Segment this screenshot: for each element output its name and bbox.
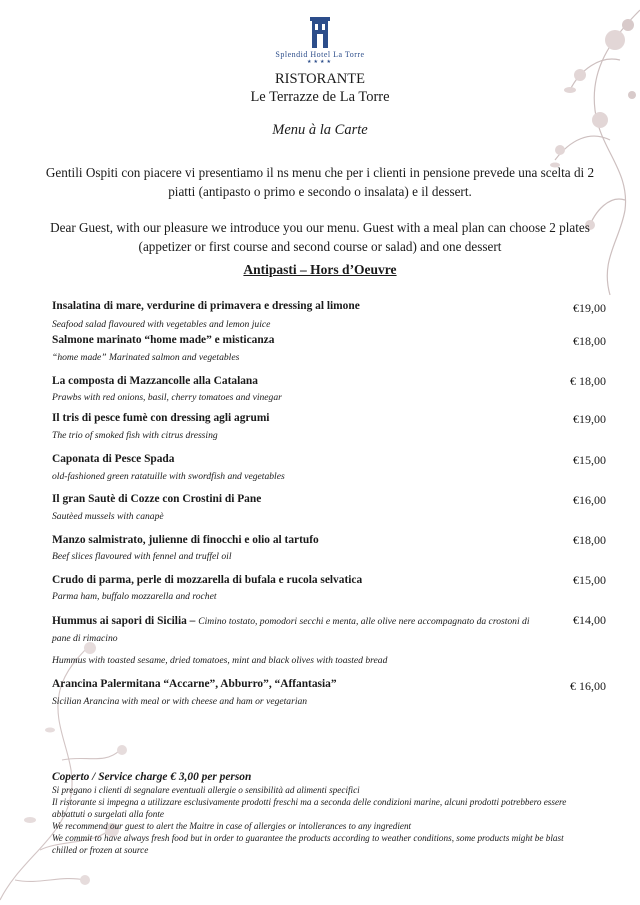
menu-item-price: €19,00 bbox=[573, 412, 606, 426]
menu-item-name: Crudo di parma, perle di mozzarella di bufala e rucola selvatica bbox=[52, 574, 363, 586]
menu-item-name: Arancina Palermitana “Accarne”, Abburro”, “Affantasia” bbox=[52, 678, 337, 690]
footer-line: Si pregano i clienti di segnalare eventuali allergie o sensibilità ad alimenti specifici bbox=[52, 785, 360, 795]
menu-item-desc: The trio of smoked fish with citrus dressing bbox=[52, 430, 218, 441]
hotel-logo bbox=[0, 16, 640, 65]
menu-item-desc: Sautèed mussels with canapè bbox=[52, 511, 164, 522]
menu-item-name: Caponata di Pesce Spada bbox=[52, 453, 175, 465]
menu-item-inline-desc: Cimino tostato, pomodori secchi e menta, alle olive nere accompagnato da crostoni di pane di rimacino bbox=[52, 616, 530, 644]
service-charge: Coperto / Service charge € 3,00 per person bbox=[52, 771, 252, 783]
menu-item-name: Il gran Sautè di Cozze con Crostini di Pane bbox=[52, 493, 262, 505]
menu-item-desc: Parma ham, buffalo mozzarella and rochet bbox=[52, 591, 217, 602]
restaurant-line-2: Le Terrazze de La Torre bbox=[250, 89, 390, 105]
menu-item-name: La composta di Mazzancolle alla Catalana bbox=[52, 375, 258, 387]
restaurant-line-1: RISTORANTE bbox=[275, 71, 365, 87]
menu-item-desc: Sicilian Arancina with meal or with cheese and ham or vegetarian bbox=[52, 696, 308, 707]
menu-item-hummus bbox=[52, 613, 532, 647]
tower-logo-icon bbox=[309, 16, 331, 48]
menu-item-desc: Seafood salad flavoured with vegetables and lemon juice bbox=[52, 319, 271, 330]
menu-item-desc: Prawbs with red onions, basil, cherry tomatoes and vinegar bbox=[52, 392, 282, 403]
menu-item-price: €15,00 bbox=[573, 453, 606, 467]
footer-line: We recommend our guest to alert the Maitre in case of allergies or intollerances to any ingredient bbox=[52, 821, 412, 831]
intro-italian: Gentili Ospiti con piacere vi presentiamo il ns menu che per i clienti in pensione prevede una scelta di 2 piatti (antipasto o primo e secondo o insalata) e il dessert. bbox=[45, 165, 595, 199]
menu-item-name: Manzo salmistrato, julienne di finocchi e olio al tartufo bbox=[52, 534, 319, 546]
menu-item-name: Insalatina di mare, verdurine di primavera e dressing al limone bbox=[52, 300, 360, 312]
menu-item-price: €16,00 bbox=[573, 493, 606, 507]
menu-item-name: Hummus ai sapori di Sicilia – bbox=[52, 615, 196, 627]
menu-item-price: € 16,00 bbox=[570, 679, 606, 693]
menu-item-name: Il tris di pesce fumè con dressing agli agrumi bbox=[52, 412, 270, 424]
footer-line: We commit to have always fresh food but in order to guarantee the products according to weather conditions, some products might be blast chilled or frozen at source bbox=[52, 833, 564, 855]
menu-item-price: €18,00 bbox=[573, 334, 606, 348]
intro-english: Dear Guest, with our pleasure we introduce you our menu. Guest with a meal plan can choose 2 plates (appetizer or first course and second course or salad) and one dessert bbox=[50, 220, 590, 254]
menu-item-price: €15,00 bbox=[573, 573, 606, 587]
menu-item-price: €19,00 bbox=[573, 301, 606, 315]
menu-item-desc: Hummus with toasted sesame, dried tomatoes, mint and black olives with toasted bread bbox=[52, 655, 388, 666]
menu-item-price: €18,00 bbox=[573, 533, 606, 547]
footer-notes bbox=[52, 770, 582, 856]
hotel-name: Splendid Hotel La Torre bbox=[275, 50, 365, 59]
menu-item-price: €14,00 bbox=[573, 613, 606, 627]
menu-item-price: € 18,00 bbox=[570, 374, 606, 388]
menu-item-desc: old-fashioned green ratatuille with swordfish and vegetables bbox=[52, 471, 285, 482]
menu-item-desc: Beef slices flavoured with fennel and truffel oil bbox=[52, 551, 232, 562]
menu-title: Menu à la Carte bbox=[272, 122, 368, 138]
hotel-stars: ★★★★ bbox=[307, 60, 333, 65]
footer-line: Il ristorante si impegna a utilizzare esclusivamente prodotti freschi ma a seconda delle condizioni marine, alcuni prodotti potrebbero essere abbattuti o surgelati alla fonte bbox=[52, 797, 567, 819]
restaurant-title bbox=[0, 70, 640, 106]
menu-item-name: Salmone marinato “home made” e misticanza bbox=[52, 334, 275, 346]
menu-item-desc: “home made” Marinated salmon and vegetables bbox=[52, 352, 240, 363]
section-title: Antipasti – Hors d’Oeuvre bbox=[243, 262, 397, 277]
